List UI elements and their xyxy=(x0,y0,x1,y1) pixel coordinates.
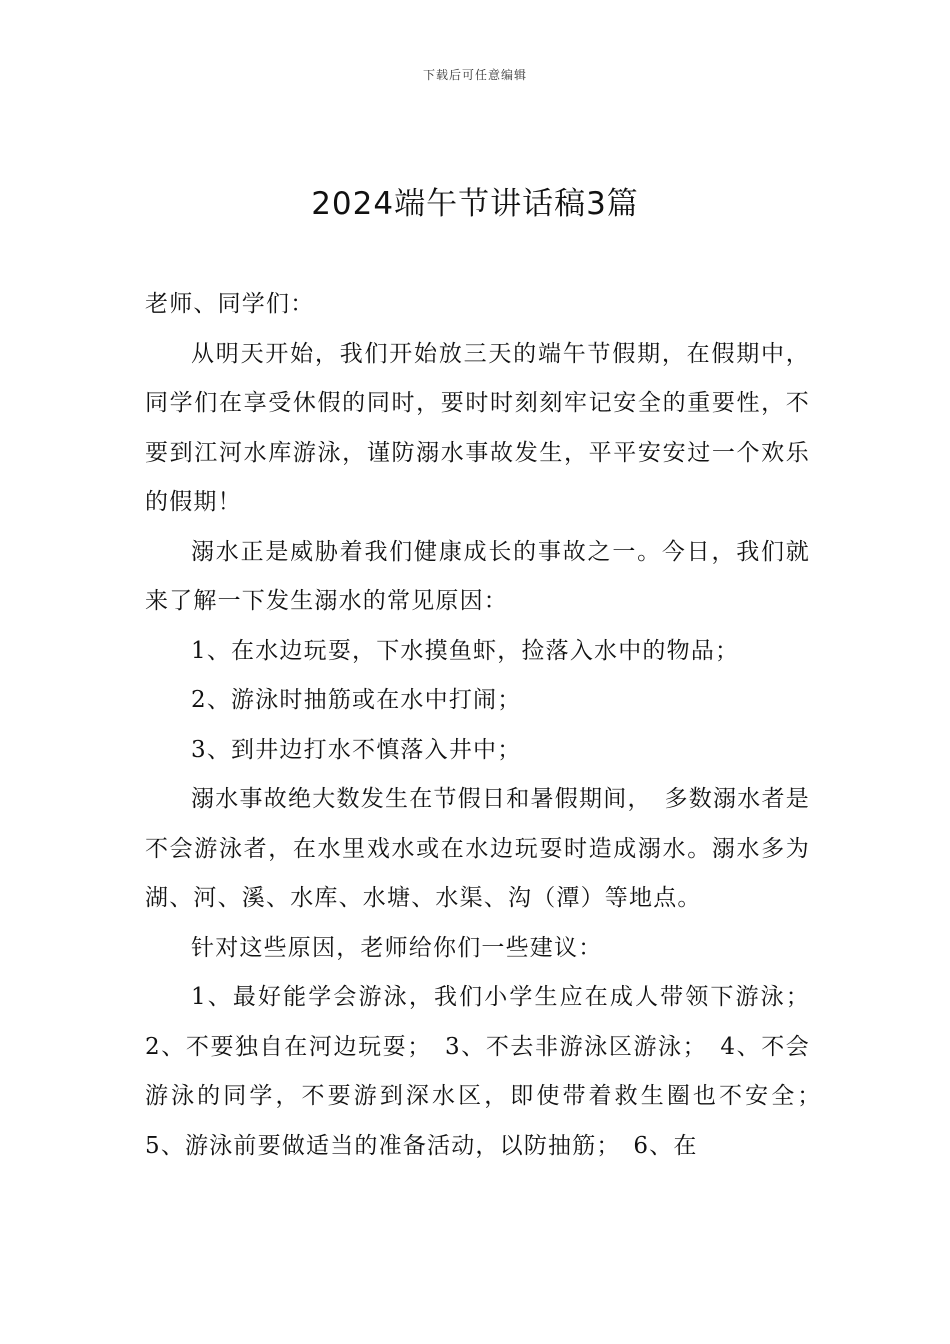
list-item: 1、在水边玩耍，下水摸鱼虾，捡落入水中的物品； xyxy=(191,637,740,664)
paragraph: 从明天开始，我们开始放三天的端午节假期，在假期中，同学们在享受休假的同时，要时时刻刻牢记安全的重要性，不要到江河水库游泳，谨防溺水事故发生，平平安安过一个欢乐的假期！ xyxy=(145,340,810,515)
header-note: 下载后可任意编辑 xyxy=(422,68,527,82)
paragraph: 溺水事故绝大数发生在节假日和暑假期间， 多数溺水者是不会游泳者，在水里戏水或在水边玩耍时造成溺水。溺水多为湖、河、溪、水库、水塘、水渠、沟（潭）等地点。 xyxy=(145,786,810,911)
list-item: 2、游泳时抽筋或在水中打闹； xyxy=(191,687,522,713)
salutation: 老师、同学们： xyxy=(145,291,315,317)
list-item: 3、到井边打水不慎落入井中； xyxy=(191,736,522,763)
page-title: 2024端午节讲话稿3篇 xyxy=(311,186,639,222)
paragraph: 溺水正是威胁着我们健康成长的事故之一。今日，我们就来了解一下发生溺水的常见原因： xyxy=(145,538,810,614)
document-body xyxy=(145,280,835,1171)
paragraph: 针对这些原因，老师给你们一些建议： xyxy=(191,934,603,961)
paragraph: 1、最好能学会游泳，我们小学生应在成人带领下游泳；2、不要独自在河边玩耍； 3、不去非游泳区游泳； 4、不会游泳的同学，不要游到深水区，即使带着救生圈也不安全； 5、游泳前要做适当的准备活动，以防抽筋； 6、在 xyxy=(145,984,835,1159)
